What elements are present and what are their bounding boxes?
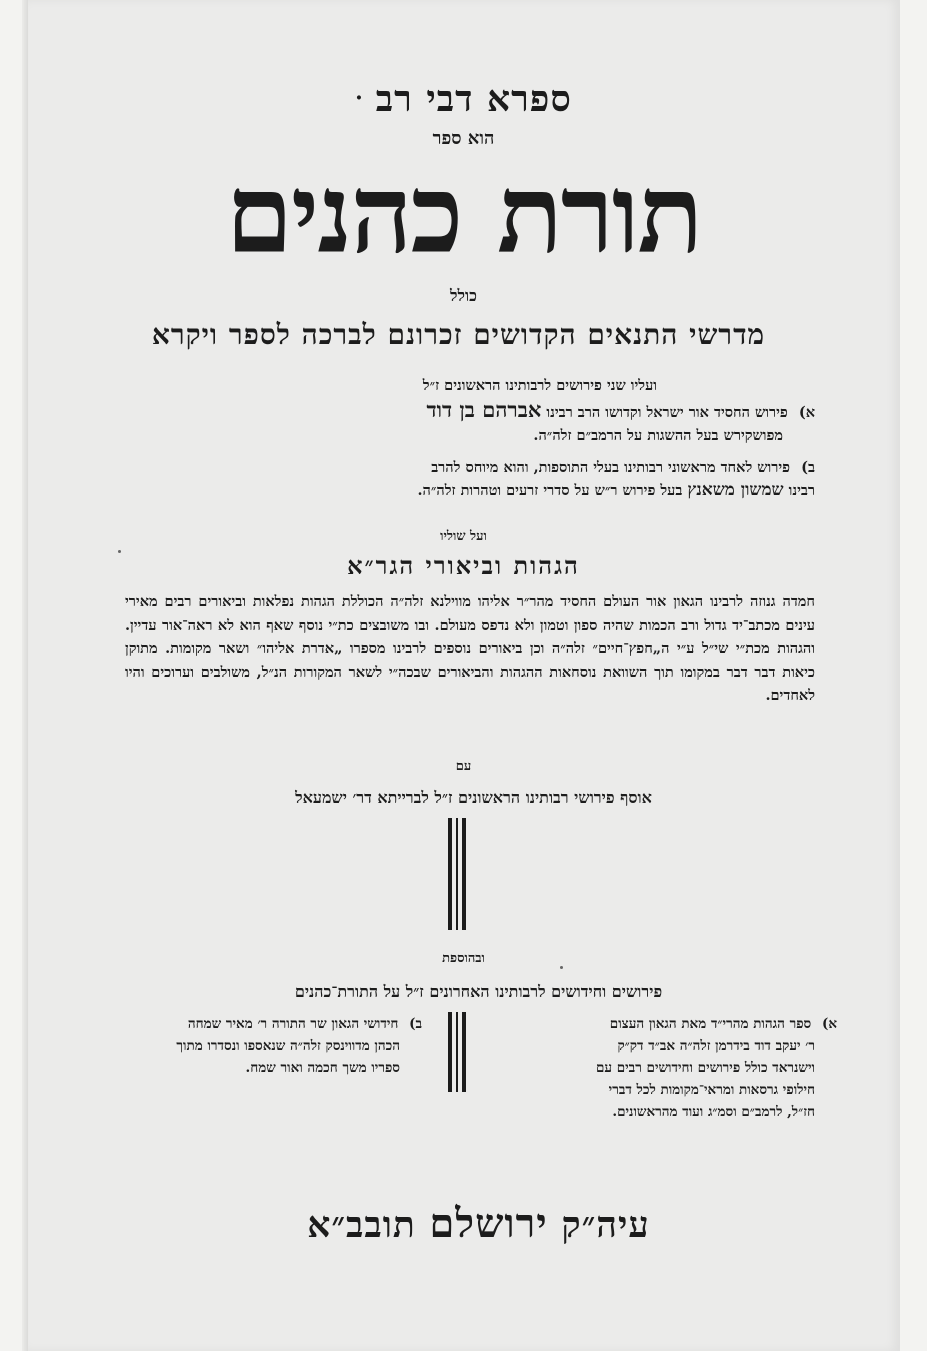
commentary-b-text2b: בעל פירוש ר״ש על סדרי זרעים וטהרות זלה״ה. xyxy=(417,482,683,499)
item-marker: א) xyxy=(821,1016,837,1032)
addition-a-text: ספר xyxy=(789,1016,812,1032)
item-marker: ב) xyxy=(801,459,815,476)
commentary-b xyxy=(125,456,815,502)
column-divider xyxy=(462,1012,466,1092)
addition-a-text: זלה״ה אב״ד דק״ק xyxy=(617,1038,711,1054)
addition-a-author: יעקב דוד בידרמן xyxy=(715,1038,801,1054)
gra-p2: זלה״ה הכוללת הגהות נפלאות וביאורים רבים מאירי עינים מכתב־יד גדול ורב הכמות שהיה ספון וטמון ולא נדפס מעולם. ובו משובצים כת״י נוסף שאף הוא לא ראה־אור עדיין. והגהות מכת״י שי״ל ע״י ה„חפץ־חיים״ זלה״ה וכן ביאורים נוספים לרבינו מספרו „אדרת אליהו״ ושאר מקומות. מתוקן כיאות דבר דבר במקומו תוך השוואת נוסחאות ההגהות והביאורים שבכה״י לשאר המקורות הנ״ל, משולבים וערוכים והיו לאחדים. xyxy=(125,593,815,704)
subtitle-hu-sefer: הוא ספר xyxy=(432,128,495,149)
gra-small-label: ועל שוליו xyxy=(440,529,487,544)
commentaries-intro: ועליו שני פירושים לרבותינו הראשונים ז״ל xyxy=(422,377,657,394)
book-series-title xyxy=(60,78,867,120)
addition-b-text: חידושי הגאון שר התורה ר׳ xyxy=(257,1016,399,1032)
footer-ihk: עיה״ק xyxy=(561,1204,650,1246)
series-title-text: ספרא דבי רב xyxy=(375,78,572,120)
addition-a-text: כולל פירושים וחידושים רבים עם xyxy=(595,1060,768,1076)
content-description: מדרשי התנאים הקדושים זכרונם לברכה לספר ויקרא xyxy=(151,318,766,351)
commentary-b-author: שמשון משאנץ xyxy=(687,480,784,500)
addition-a-text: מאת הגאון העצום xyxy=(609,1016,707,1032)
footer-tovava: תובב״א xyxy=(307,1204,416,1246)
column-divider xyxy=(456,1012,458,1092)
commentary-b-text: פירוש לאחד מראשוני רבותינו בעלי התוספות, והוא מיוחס להרב xyxy=(431,459,791,476)
item-marker: א) xyxy=(798,404,815,421)
kolel-label: כולל xyxy=(450,286,477,305)
gra-p1: חמדה גנוזה לרבינו הגאון אור העולם החסיד מהר״ר xyxy=(516,593,815,610)
addition-b-text: ספריו xyxy=(371,1060,400,1076)
gra-title: הגהות וביאורי הגר״א xyxy=(347,551,580,580)
addition-a-text: חילופי גרסאות ומראי־מקומות לכל דברי xyxy=(608,1082,815,1098)
commentary-a-text2: מפושקירש בעל ההשגות על הרמב״ם זלה״ה. xyxy=(533,427,783,444)
paper-speck xyxy=(560,966,563,969)
addition-a-text: חז״ל, לרמב״ם וסמ״ג ועוד מהראשונים. xyxy=(612,1104,815,1120)
gra-author: אליהו מווילנא xyxy=(430,593,510,610)
addition-b-author: הכהן מדווינסק xyxy=(325,1038,400,1054)
commentary-a-author: אברהם בן דוד xyxy=(426,397,542,422)
column-divider xyxy=(448,1012,452,1092)
im-small-label: עם xyxy=(455,759,472,774)
commentary-b-text2a: רבינו xyxy=(788,482,815,499)
addition-a-text: ר׳ xyxy=(805,1038,815,1054)
paper-speck xyxy=(118,550,121,553)
publication-place xyxy=(170,1200,787,1247)
gra-description xyxy=(125,590,815,708)
addition-b-author: מאיר שמחה xyxy=(187,1016,253,1032)
footer-jerusalem: ירושלם xyxy=(429,1200,548,1247)
decorative-dot: · xyxy=(355,85,364,111)
im-title: אוסף פירושי רבותינו הראשונים ז״ל לברייתא דר׳ ישמעאל xyxy=(295,788,652,807)
addition-item-b xyxy=(92,1013,422,1079)
item-marker: ב) xyxy=(409,1016,422,1032)
addition-b-text: זלה״ה שנאספו ונסדרו מתוך xyxy=(176,1038,321,1054)
column-divider xyxy=(448,818,452,930)
addition-small-label: ובהוספת xyxy=(442,951,485,966)
addition-item-a xyxy=(477,1013,837,1123)
addition-a-book: הגהות מהרי״ד xyxy=(710,1016,785,1032)
addition-b-books: משך חכמה ואור שמח. xyxy=(245,1060,367,1076)
addition-a-place: וישנראד xyxy=(772,1060,815,1076)
commentary-a xyxy=(125,398,815,447)
column-divider xyxy=(462,818,466,930)
commentary-a-text: פירוש החסיד אור ישראל וקדושו הרב רבינו xyxy=(546,404,788,421)
main-title: תורת כהנים xyxy=(225,152,702,278)
column-divider xyxy=(456,818,458,930)
addition-title: פירושים וחידושים לרבותינו האחרונים ז״ל על התורת־כהנים xyxy=(294,982,663,1001)
